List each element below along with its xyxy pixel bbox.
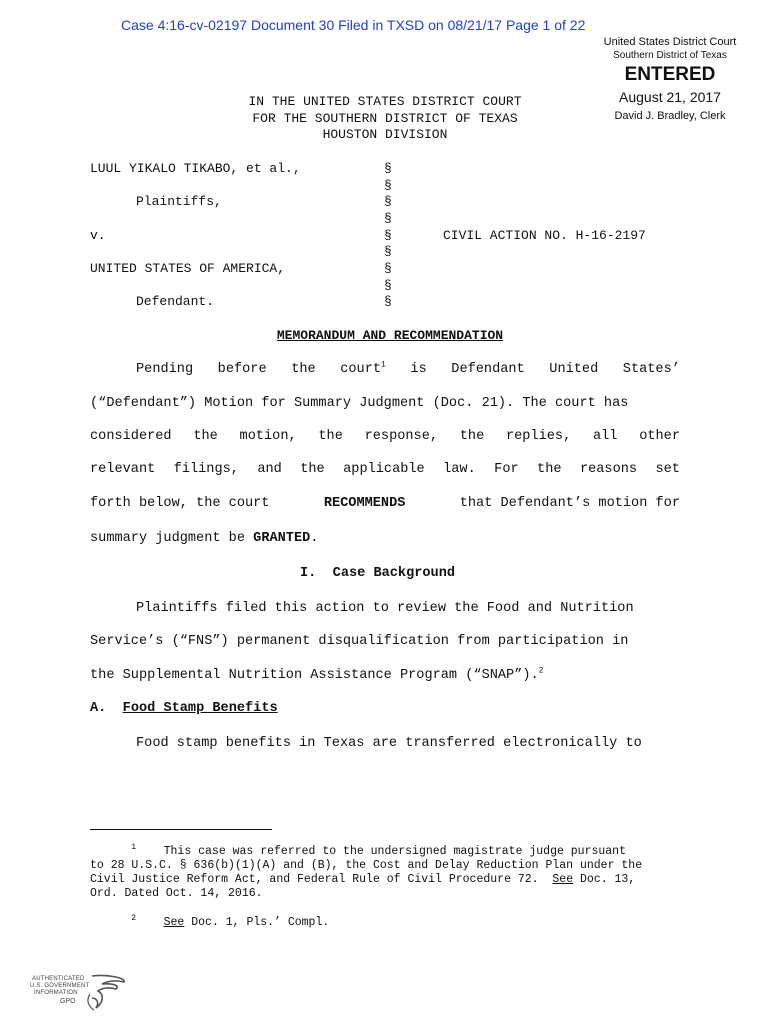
section-mark: § <box>384 178 392 193</box>
section-mark: § <box>384 278 392 293</box>
background-line-1: Plaintiffs filed this action to review the Food and Nutrition <box>136 601 634 616</box>
court-heading-line2: FOR THE SOUTHERN DISTRICT OF TEXAS <box>252 111 518 126</box>
section-mark: § <box>384 211 392 226</box>
versus: v. <box>90 228 106 243</box>
section-mark: § <box>384 228 392 243</box>
footnote-1-line-2: to 28 U.S.C. § 636(b)(1)(A) and (B), the Cost and Delay Reduction Plan under the <box>90 859 643 872</box>
word: the <box>291 362 316 377</box>
recommends-bold: RECOMMENDS <box>323 496 406 511</box>
case-header-line: Case 4:16-cv-02197 Document 30 Filed in TXSD on 08/21/17 Page 1 of 22 <box>121 17 586 33</box>
section-mark: § <box>384 194 392 209</box>
document-title: MEMORANDUM AND RECOMMENDATION <box>276 328 504 343</box>
defendant-name: UNITED STATES OF AMERICA, <box>90 261 286 276</box>
footnote-ref-2: 2 <box>538 666 544 676</box>
word: before <box>217 362 267 377</box>
section-heading-1: I. Case Background <box>300 566 456 581</box>
intro-line-6: summary judgment be GRANTED. <box>90 531 319 546</box>
gpo-line-1: AUTHENTICATED <box>32 976 85 982</box>
section-mark: § <box>384 244 392 259</box>
court-heading-line1: IN THE UNITED STATES DISTRICT COURT <box>248 94 522 109</box>
section-mark: § <box>384 261 392 276</box>
footnote-1-line-3: Civil Justice Reform Act, and Federal Rule of Civil Procedure 72. See Doc. 13, <box>90 873 636 886</box>
gpo-line-4: GPO <box>60 998 76 1005</box>
stamp-clerk: David J. Bradley, Clerk <box>614 110 726 122</box>
stamp-district: Southern District of Texas <box>613 50 727 61</box>
word: Pending <box>136 362 194 377</box>
intro-line-2: (“Defendant”) Motion for Summary Judgment (Doc. 21). The court has <box>90 396 629 411</box>
intro-line-4: relevant filings, and the applicable law. For the reasons set <box>90 462 680 477</box>
food-stamp-line-1: Food stamp benefits in Texas are transferred electronically to <box>136 736 642 751</box>
gpo-line-3: INFORMATION <box>34 990 78 996</box>
defendant-label: Defendant. <box>136 294 215 309</box>
plaintiff-name: LUUL YIKALO TIKABO, et al., <box>90 161 301 176</box>
intro-line-3: considered the motion, the response, the replies, all other <box>90 429 680 444</box>
footnote-ref-1: 1 <box>381 360 386 370</box>
intro-line-1 <box>136 362 680 377</box>
stamp-date: August 21, 2017 <box>619 89 721 105</box>
background-line-3: the Supplemental Nutrition Assistance Program (“SNAP”).$^2$ <box>90 666 544 683</box>
stamp-status: ENTERED <box>624 64 716 85</box>
footnote-1-line-1: 1 This case was referred to the undersigned magistrate judge pursuant <box>131 843 626 858</box>
stamp-court: United States District Court <box>603 36 737 48</box>
subsection-heading-a: A. Food Stamp Benefits <box>90 701 278 716</box>
word: United <box>549 362 599 377</box>
gpo-line-2: U.S. GOVERNMENT <box>30 983 90 989</box>
section-mark: § <box>384 294 392 309</box>
word: is <box>410 362 427 377</box>
background-line-2: Service’s (“FNS”) permanent disqualification from participation in <box>90 634 629 649</box>
footnote-separator <box>90 829 272 830</box>
plaintiffs-label: Plaintiffs, <box>136 194 222 209</box>
civil-action-number: CIVIL ACTION NO. H-16-2197 <box>443 228 646 243</box>
intro-line-5: forth below, the court RECOMMENDS that Defendant’s motion for <box>90 496 680 511</box>
word: Defendant <box>451 362 525 377</box>
word-with-footnote: court$^1$ <box>340 360 386 377</box>
footnote-2: 2 See Doc. 1, Pls.’ Compl. <box>131 914 330 929</box>
footnote-1-line-4: Ord. Dated Oct. 14, 2016. <box>90 887 263 900</box>
gpo-authenticated-logo <box>30 972 130 1017</box>
section-mark: § <box>384 161 392 176</box>
court-heading-line3: HOUSTON DIVISION <box>322 127 448 142</box>
granted-bold: GRANTED <box>253 531 311 546</box>
word: States’ <box>622 362 680 377</box>
